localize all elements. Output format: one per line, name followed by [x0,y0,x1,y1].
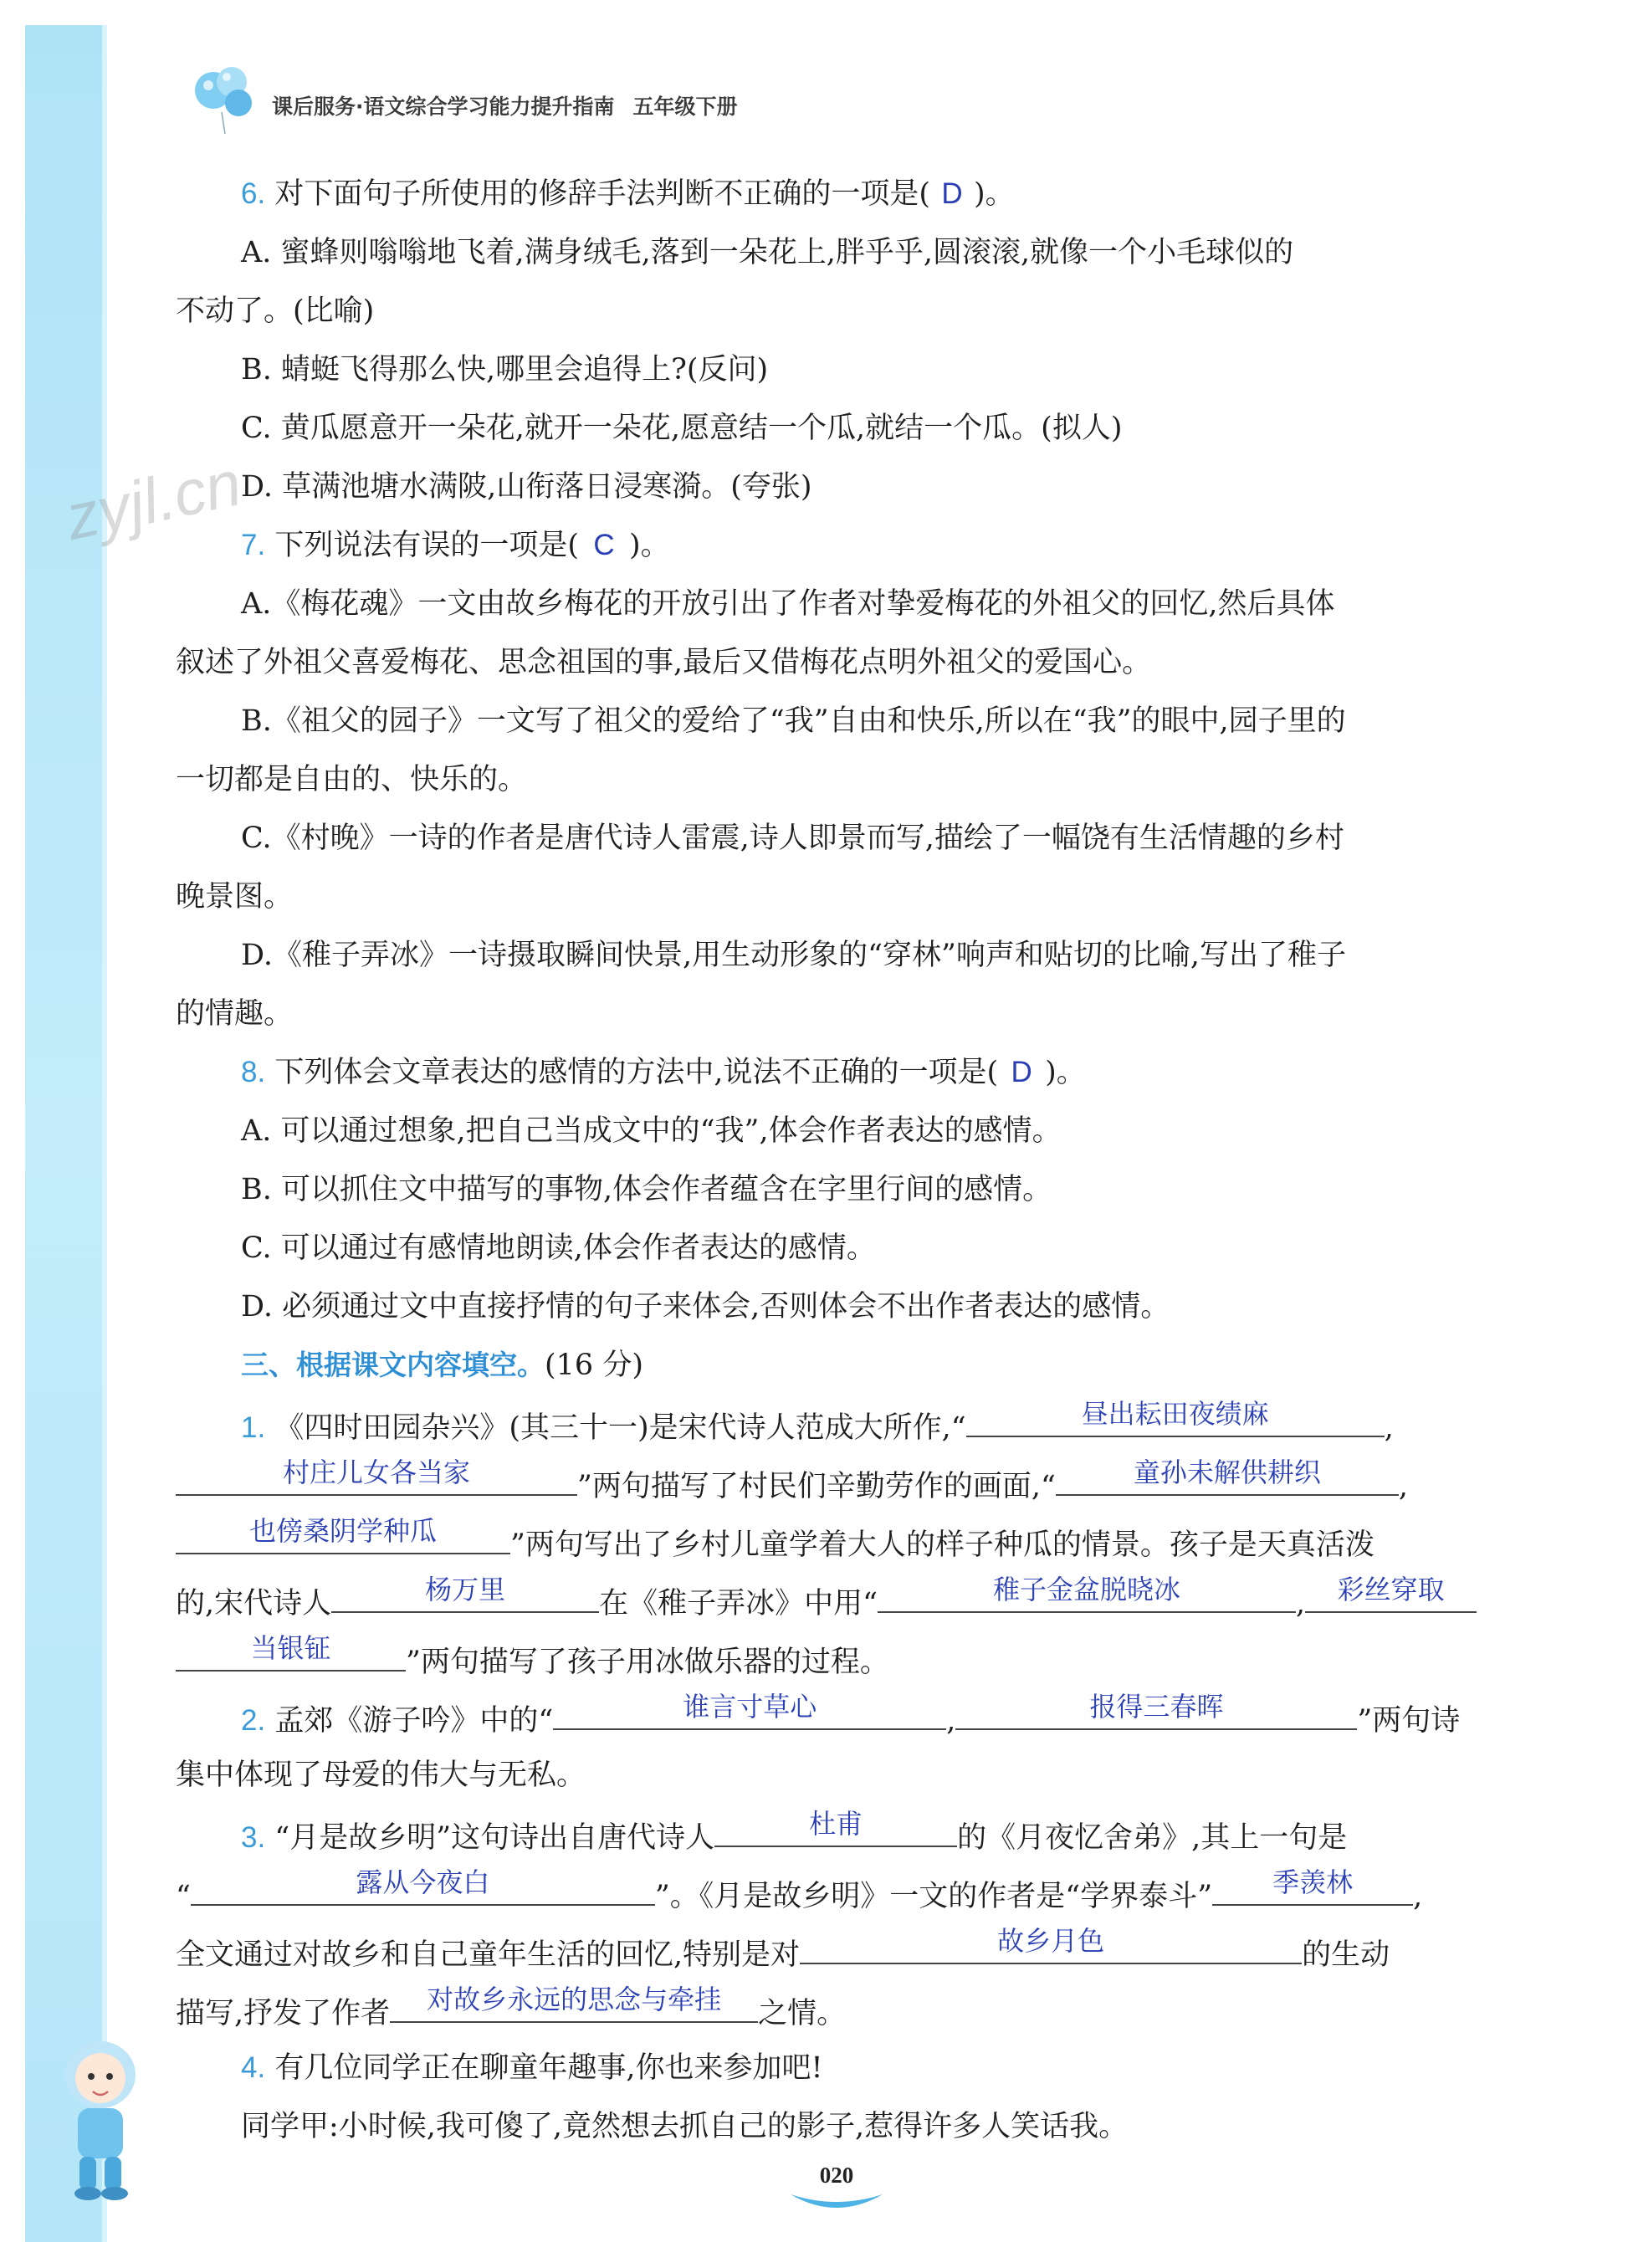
q6-option-b: B. 蜻蜓飞得那么快,哪里会追得上?(反问) [241,353,769,387]
band-edge [102,25,107,2242]
q7-option-a: A.《梅花魂》一文由故乡梅花的开放引出了作者对挚爱梅花的外祖父的回忆,然后具体 [241,587,1335,621]
answer-blank[interactable] [800,1925,1302,1964]
q6-option-a-cont: 不动了。(比喻) [176,294,375,328]
blank-answer: 也傍桑阴学种瓜 [248,1515,437,1547]
f1-line5 [176,1632,889,1681]
answer-blank[interactable] [553,1691,946,1730]
section-3-heading [241,1347,643,1384]
f2-line1 [241,1691,1461,1739]
blank-answer: 对故乡永远的思念与牵挂 [427,1984,722,2015]
q8-option-d: D. 必须通过文中直接抒情的句子来体会,否则体会不出作者表达的感情。 [241,1290,1170,1323]
stem-end: )。 [1045,1056,1086,1089]
q6-option-a: A. 蜜蜂则嗡嗡地飞着,满身绒毛,落到一朵花上,胖乎乎,圆滚滚,就像一个小毛球似的 [241,236,1294,269]
answer-blank[interactable] [966,1398,1385,1437]
punctuation: , [1398,1470,1409,1503]
answer-blank[interactable] [955,1691,1357,1730]
punctuation: , [946,1704,956,1738]
question-text: 孟郊《游子吟》中的“ [274,1704,554,1738]
question-number: 1. [241,1411,266,1444]
answer-blank[interactable] [714,1808,957,1847]
watermark: zyjl.cn [59,447,248,555]
answer-blank[interactable] [191,1866,655,1906]
blank-answer: 昼出耘田夜绩麻 [1081,1398,1269,1430]
question-number: 8. [241,1056,266,1088]
section-score: (16 分) [545,1349,643,1382]
question-text: 有几位同学正在聊童年趣事,你也来参加吧! [274,2051,823,2085]
f3-line2 [176,1866,1423,1915]
f3-line3 [176,1925,1390,1974]
q8-option-a: A. 可以通过想象,把自己当成文中的“我”,体会作者表达的感情。 [241,1114,1062,1148]
question-number: 6. [241,177,266,210]
punctuation: , [1413,1880,1423,1913]
q6-option-c: C. 黄瓜愿意开一朵花,就开一朵花,愿意结一个瓜,就结一个瓜。(拟人) [241,412,1123,445]
stem-text: 对下面句子所使用的修辞手法判断不正确的一项是( [274,177,931,211]
answer-mark: D [1011,1056,1032,1088]
answer-blank[interactable] [1212,1866,1413,1906]
q7-option-b-cont: 一切都是自由的、快乐的。 [176,763,528,796]
grade-label: 五年级下册 [632,95,738,119]
question-text: 的,宋代诗人 [176,1587,332,1620]
f4-line2: 同学甲:小时候,我可傻了,竟然想去抓自己的影子,惹得许多人笑话我。 [241,2110,1129,2143]
section-title: 三、根据课文内容填空。 [241,1349,545,1381]
boy-mascot-icon [46,2025,155,2209]
q7-option-d-cont: 的情趣。 [176,997,294,1031]
question-number: 7. [241,529,266,561]
f1-line4 [176,1574,1477,1622]
stem-end: )。 [629,529,670,562]
f4-line1 [241,2050,823,2086]
question-number: 2. [241,1704,266,1737]
wave-icon [786,2188,887,2213]
answer-blank[interactable] [176,1457,577,1496]
question-number: 3. [241,1821,266,1854]
answer-blank[interactable] [1056,1457,1399,1496]
answer-blank[interactable] [176,1632,406,1672]
blank-answer: 杨万里 [425,1574,506,1605]
f3-line4 [176,1984,847,2032]
answer-blank[interactable] [1305,1574,1477,1613]
answer-mark: C [593,529,615,561]
q8-stem [241,1054,1086,1091]
answer-blank[interactable] [878,1574,1296,1613]
question-text: ”两句诗 [1357,1704,1461,1738]
punctuation: , [1384,1411,1394,1445]
q7-option-a-cont: 叙述了外祖父喜爱梅花、思念祖国的事,最后又借梅花点明外祖父的爱国心。 [176,646,1152,679]
blank-answer: 谁言寸草心 [683,1691,817,1723]
page-number-footer [786,2163,887,2230]
question-text: ”。《月是故乡明》一文的作者是“学界泰斗” [654,1880,1213,1913]
blank-answer: 彩丝穿取 [1337,1574,1445,1605]
blank-answer: 报得三春晖 [1089,1691,1224,1723]
stem-text: 下列说法有误的一项是( [274,529,579,562]
blank-answer: 露从今夜白 [356,1866,490,1898]
left-decorative-band [25,25,102,2242]
question-text: 在《稚子弄冰》中用“ [599,1587,878,1620]
blank-answer: 季羡林 [1272,1866,1354,1898]
answer-blank[interactable] [390,1984,758,2023]
answer-mark: D [941,177,963,210]
q7-option-c: C.《村晚》一诗的作者是唐代诗人雷震,诗人即景而写,描绘了一幅饶有生活情趣的乡村 [241,822,1344,855]
question-text: “月是故乡明”这句诗出自唐代诗人 [274,1821,715,1855]
balloon-icon [188,57,264,141]
series-title: 课后服务·语文综合学习能力提升指南 [272,95,615,119]
q6-option-d: D. 草满池塘水满陂,山衔落日浸寒漪。(夸张) [241,470,812,504]
question-text: 《四时田园杂兴》(其三十一)是宋代诗人范成大所作,“ [274,1411,966,1445]
f3-line1 [241,1808,1348,1856]
blank-answer: 杜甫 [809,1808,863,1840]
question-number: 4. [241,2051,266,2084]
question-text: 的生动 [1302,1938,1390,1972]
punctuation: “ [176,1880,191,1913]
question-text: 的《月夜忆舍弟》,其上一句是 [957,1821,1348,1855]
q7-stem [241,527,670,564]
question-text: ”两句描写了村民们辛勤劳作的画面,“ [577,1470,1056,1503]
question-text: 之情。 [758,1997,847,2030]
q7-option-c-cont: 晚景图。 [176,880,294,914]
question-text: ”两句写出了乡村儿童学着大人的样子种瓜的情景。孩子是天真活泼 [510,1528,1374,1562]
f1-line2 [176,1457,1409,1505]
page-number: 020 [819,2163,854,2188]
stem-end: )。 [974,177,1015,211]
f1-line3 [176,1515,1374,1564]
q6-stem [241,176,1015,212]
q7-option-d: D.《稚子弄冰》一诗摄取瞬间快景,用生动形象的“穿林”响声和贴切的比喻,写出了稚子 [241,939,1346,972]
stem-text: 下列体会文章表达的感情的方法中,说法不正确的一项是( [274,1056,999,1089]
question-text: ”两句描写了孩子用冰做乐器的过程。 [406,1646,889,1679]
blank-answer: 故乡月色 [997,1925,1105,1957]
q8-option-b: B. 可以抓住文中描写的事物,体会作者蕴含在字里行间的感情。 [241,1173,1052,1206]
answer-blank[interactable] [176,1515,510,1554]
header-title [272,90,738,120]
f1-line1 [241,1398,1394,1446]
q8-option-c: C. 可以通过有感情地朗读,体会作者表达的感情。 [241,1231,876,1265]
question-text: 描写,抒发了作者 [176,1997,391,2030]
q7-option-b: B.《祖父的园子》一文写了祖父的爱给了“我”自由和快乐,所以在“我”的眼中,园子里的 [241,704,1346,738]
blank-answer: 童孙未解供耕织 [1133,1457,1321,1488]
f2-line2: 集中体现了母爱的伟大与无私。 [176,1759,586,1792]
blank-answer: 当银钲 [250,1632,331,1664]
blank-answer: 稚子金盆脱晓冰 [993,1574,1181,1605]
punctuation: , [1296,1587,1306,1620]
answer-blank[interactable] [331,1574,599,1613]
blank-answer: 村庄儿女各当家 [282,1457,470,1488]
question-text: 全文通过对故乡和自己童年生活的回忆,特别是对 [176,1938,801,1972]
